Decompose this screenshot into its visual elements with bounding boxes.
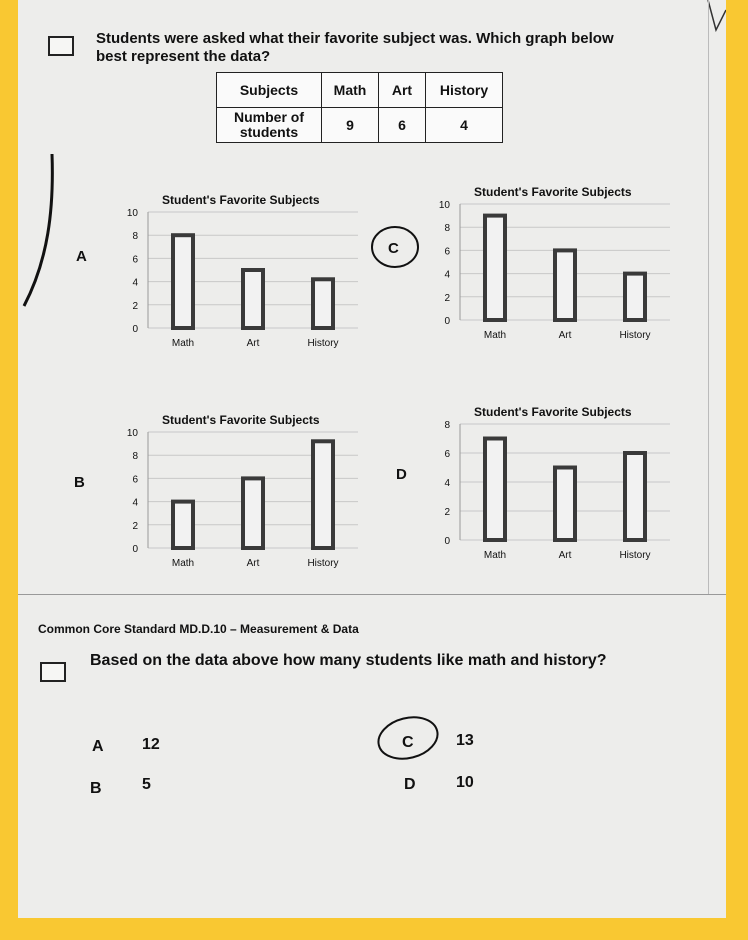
answer-c-value: 13 [456, 732, 474, 749]
x-tick-label: Math [483, 550, 507, 561]
bar-chart-a [118, 188, 368, 358]
chart-option-b[interactable] [118, 408, 368, 583]
x-tick-label: History [619, 550, 651, 561]
table-col-art: Art [379, 73, 426, 108]
bar-math [173, 235, 193, 328]
y-tick-label: 8 [444, 223, 450, 235]
subjects-data-table [216, 72, 503, 143]
answer-d-letter[interactable]: D [404, 776, 416, 793]
y-tick-label: 4 [132, 497, 138, 509]
chart-title: Student's Favorite Subjects [474, 405, 632, 419]
x-tick-label: History [619, 330, 651, 341]
option-a-label[interactable]: A [76, 248, 87, 265]
table-value-math: 9 [322, 108, 379, 143]
y-tick-label: 10 [438, 200, 450, 211]
answer-b-value: 5 [142, 776, 151, 793]
answer-c-letter[interactable]: C [402, 734, 414, 751]
y-tick-label: 6 [444, 449, 450, 460]
x-tick-label: History [307, 558, 339, 569]
table-row-label [217, 108, 322, 143]
y-tick-label: 8 [132, 451, 138, 463]
answer-a-value: 12 [142, 736, 160, 753]
y-tick-label: 0 [132, 324, 138, 335]
section-divider [18, 594, 726, 595]
table-col-history: History [426, 73, 503, 108]
y-tick-label: 2 [132, 300, 138, 312]
chart-option-c[interactable] [430, 180, 680, 355]
chart-option-d[interactable] [430, 400, 680, 575]
bar-math [485, 439, 505, 541]
answer-a-letter[interactable]: A [92, 738, 104, 755]
table-row-label-line2: students [239, 124, 299, 140]
bar-math [173, 502, 193, 548]
bar-art [555, 468, 575, 541]
answer-d-value: 10 [456, 774, 474, 791]
y-tick-label: 4 [132, 277, 138, 289]
chart-title: Student's Favorite Subjects [162, 193, 320, 207]
page-edge-line [708, 0, 709, 594]
y-tick-label: 0 [444, 536, 450, 547]
question1-text [96, 30, 696, 66]
answer-b-letter[interactable]: B [90, 780, 102, 797]
worksheet-page [18, 0, 726, 918]
y-tick-label: 8 [132, 231, 138, 243]
x-tick-label: Art [558, 550, 572, 561]
x-tick-label: Art [558, 330, 572, 341]
table-col-math: Math [322, 73, 379, 108]
question1-line1: Students were asked what their favorite subject was. Which graph below [96, 30, 614, 47]
table-row-label-line1: Number of [234, 109, 304, 125]
x-tick-label: Art [246, 338, 260, 349]
table-header-row [217, 73, 503, 108]
x-tick-label: Math [171, 558, 195, 569]
bar-art [243, 478, 263, 548]
table-header-label: Subjects [217, 73, 322, 108]
bar-art [555, 250, 575, 320]
question1-line2: best represent the data? [96, 48, 271, 65]
table-value-history: 4 [426, 108, 503, 143]
chart-title: Student's Favorite Subjects [474, 185, 632, 199]
x-tick-label: Math [483, 330, 507, 341]
y-tick-label: 0 [132, 544, 138, 555]
bar-chart-b [118, 408, 368, 578]
bar-art [243, 270, 263, 328]
y-tick-label: 2 [444, 507, 450, 518]
bar-history [625, 453, 645, 540]
hand-circle-icon [368, 222, 428, 272]
bar-history [313, 279, 333, 328]
y-tick-label: 10 [126, 428, 138, 439]
y-tick-label: 6 [132, 254, 138, 266]
chart-option-a[interactable] [118, 188, 368, 363]
y-tick-label: 6 [444, 246, 450, 258]
y-tick-label: 0 [444, 316, 450, 327]
table-value-art: 6 [379, 108, 426, 143]
table-value-row [217, 108, 503, 143]
option-d-label[interactable]: D [396, 466, 407, 483]
x-tick-label: Math [171, 338, 195, 349]
y-tick-label: 2 [132, 520, 138, 532]
y-tick-label: 4 [444, 269, 450, 281]
x-tick-label: History [307, 338, 339, 349]
hand-circle-answer-icon [374, 712, 444, 764]
y-tick-label: 10 [126, 208, 138, 219]
x-tick-label: Art [246, 558, 260, 569]
chart-title: Student's Favorite Subjects [162, 413, 320, 427]
question2-checkbox[interactable] [40, 662, 66, 682]
corner-mark-icon [706, 0, 726, 40]
y-tick-label: 6 [132, 474, 138, 486]
y-tick-label: 4 [444, 478, 450, 489]
question2-text: Based on the data above how many students like math and history? [90, 652, 607, 669]
option-b-label[interactable]: B [74, 474, 85, 491]
bar-math [485, 216, 505, 320]
bar-history [313, 441, 333, 548]
bar-chart-d [430, 400, 680, 570]
y-tick-label: 2 [444, 292, 450, 304]
pen-mark-icon [18, 150, 58, 310]
bar-chart-c [430, 180, 680, 350]
y-tick-label: 8 [444, 420, 450, 431]
bar-history [625, 274, 645, 320]
question1-checkbox[interactable] [48, 36, 74, 56]
option-c-label[interactable]: C [388, 240, 399, 257]
standard-label: Common Core Standard MD.D.10 – Measurement & Data [38, 622, 359, 636]
